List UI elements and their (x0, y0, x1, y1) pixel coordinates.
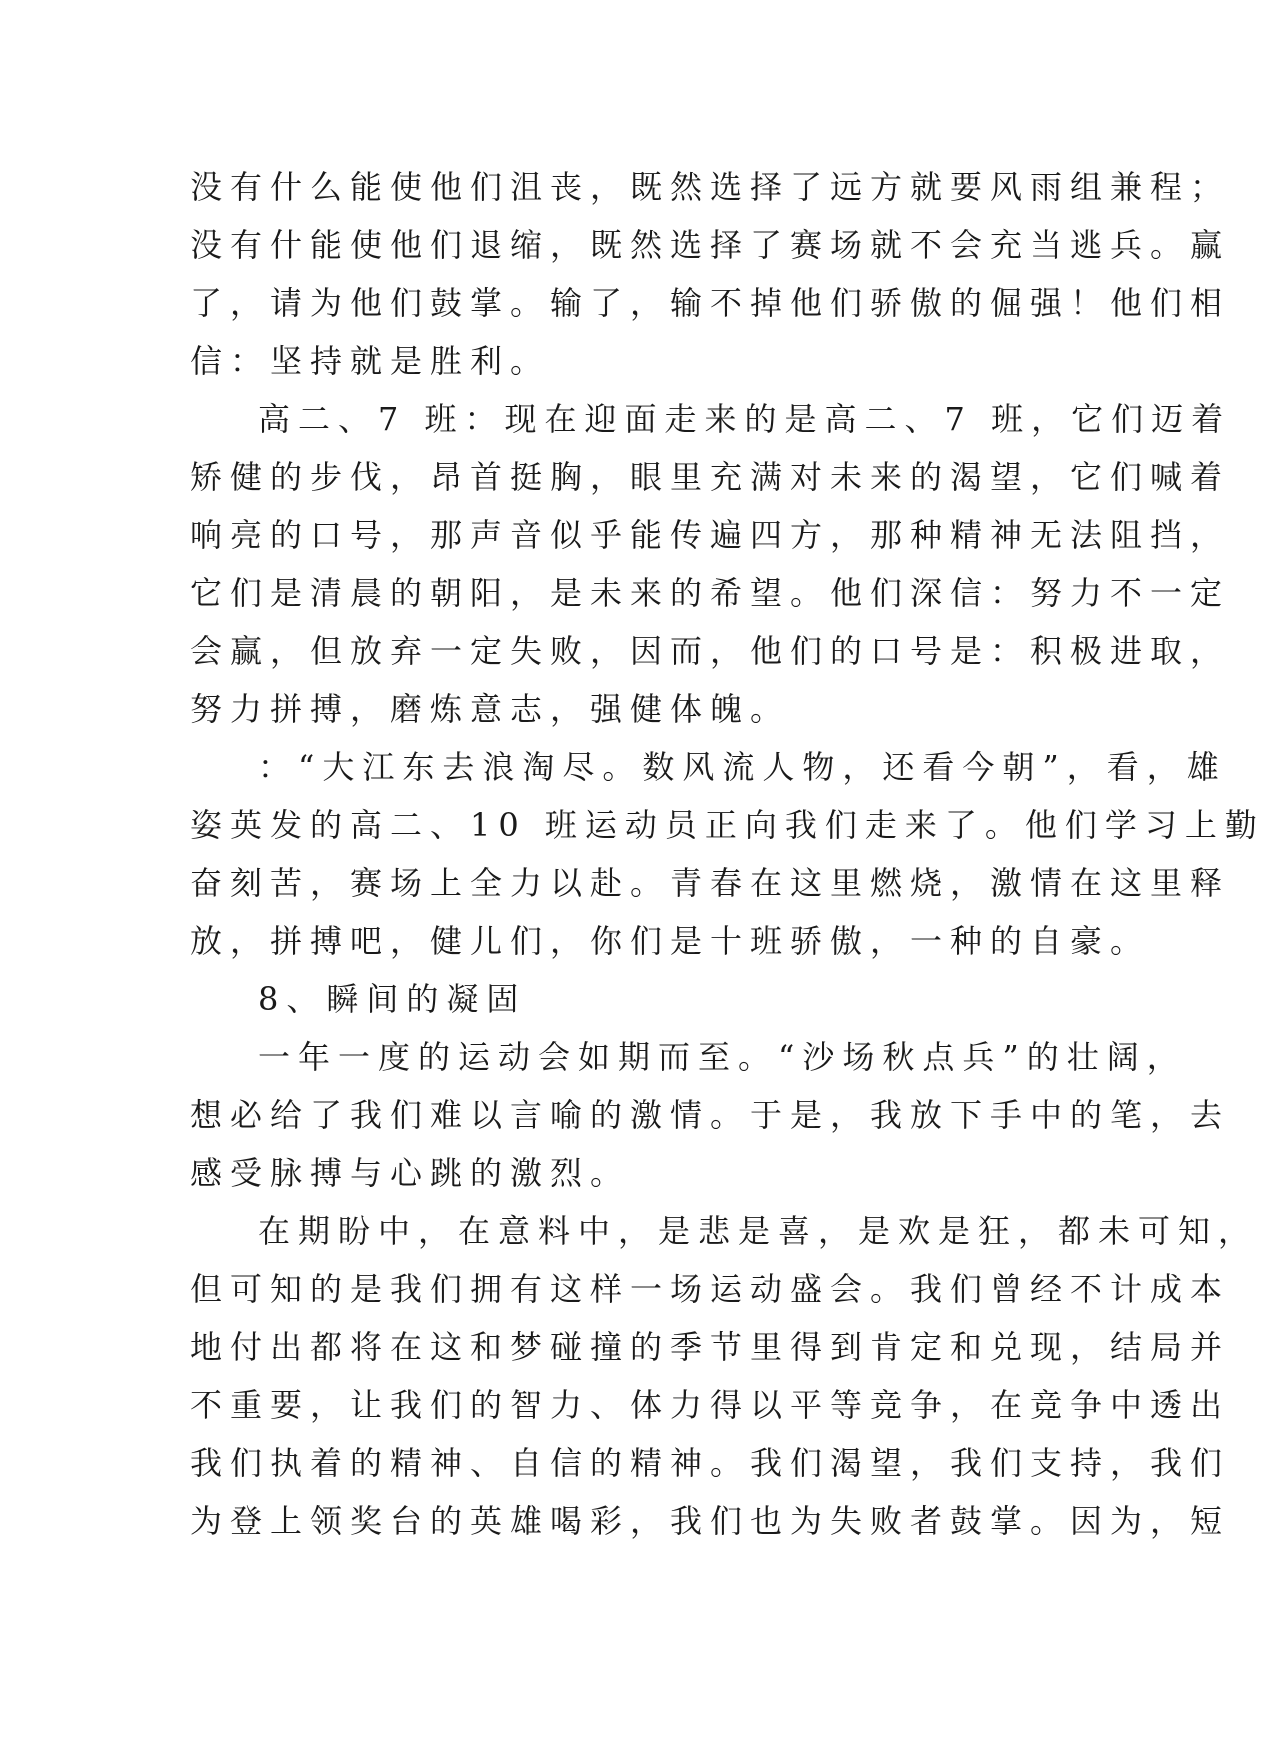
text-line: 会赢，但放弃一定失败，因而，他们的口号是：积极进取， (190, 632, 1231, 670)
text-line: 它们是清晨的朝阳，是未来的希望。他们深信：努力不一定 (190, 574, 1231, 612)
text-line: 响亮的口号，那声音似乎能传遍四方，那种精神无法阻挡， (190, 516, 1231, 554)
text-line: 为登上领奖台的英雄喝彩，我们也为失败者鼓掌。因为，短 (190, 1502, 1231, 1540)
text-line: 姿英发的高二、10 班运动员正向我们走来了。他们学习上勤 (190, 806, 1265, 844)
text-line: 了，请为他们鼓掌。输了，输不掉他们骄傲的倔强！他们相 (190, 284, 1231, 322)
text-line: 努力拼搏，磨炼意志，强健体魄。 (190, 690, 791, 728)
text-line: 我们执着的精神、自信的精神。我们渴望，我们支持，我们 (190, 1444, 1231, 1482)
text-line: 在期盼中，在意料中，是悲是喜，是欢是狂，都未可知， (258, 1212, 1259, 1250)
text-line: 没有什能使他们退缩，既然选择了赛场就不会充当逃兵。赢 (190, 226, 1231, 264)
text-line: 不重要，让我们的智力、体力得以平等竞争，在竞争中透出 (190, 1386, 1231, 1424)
text-line: 一年一度的运动会如期而至。“沙场秋点兵”的壮阔， (258, 1038, 1187, 1076)
text-line: 矫健的步伐，昂首挺胸，眼里充满对未来的渴望，它们喊着 (190, 458, 1231, 496)
text-line: 没有什么能使他们沮丧，既然选择了远方就要风雨组兼程； (190, 168, 1231, 206)
text-line: 地付出都将在这和梦碰撞的季节里得到肯定和兑现，结局并 (190, 1328, 1231, 1366)
text-line: ：“大江东去浪淘尽。数风流人物，还看今朝”，看，雄 (258, 748, 1227, 786)
text-line: 奋刻苦，赛场上全力以赴。青春在这里燃烧，激情在这里释 (190, 864, 1231, 902)
text-line: 信：坚持就是胜利。 (190, 342, 551, 380)
text-line: 8、瞬间的凝固 (258, 980, 527, 1018)
text-line: 高二、7 班：现在迎面走来的是高二、7 班，它们迈着 (258, 400, 1232, 438)
text-line: 但可知的是我们拥有这样一场运动盛会。我们曾经不计成本 (190, 1270, 1231, 1308)
text-line: 想必给了我们难以言喻的激情。于是，我放下手中的笔，去 (190, 1096, 1231, 1134)
document-body (190, 158, 1265, 1550)
text-line: 感受脉搏与心跳的激烈。 (190, 1154, 631, 1192)
text-line: 放，拼搏吧，健儿们，你们是十班骄傲，一种的自豪。 (190, 922, 1151, 960)
